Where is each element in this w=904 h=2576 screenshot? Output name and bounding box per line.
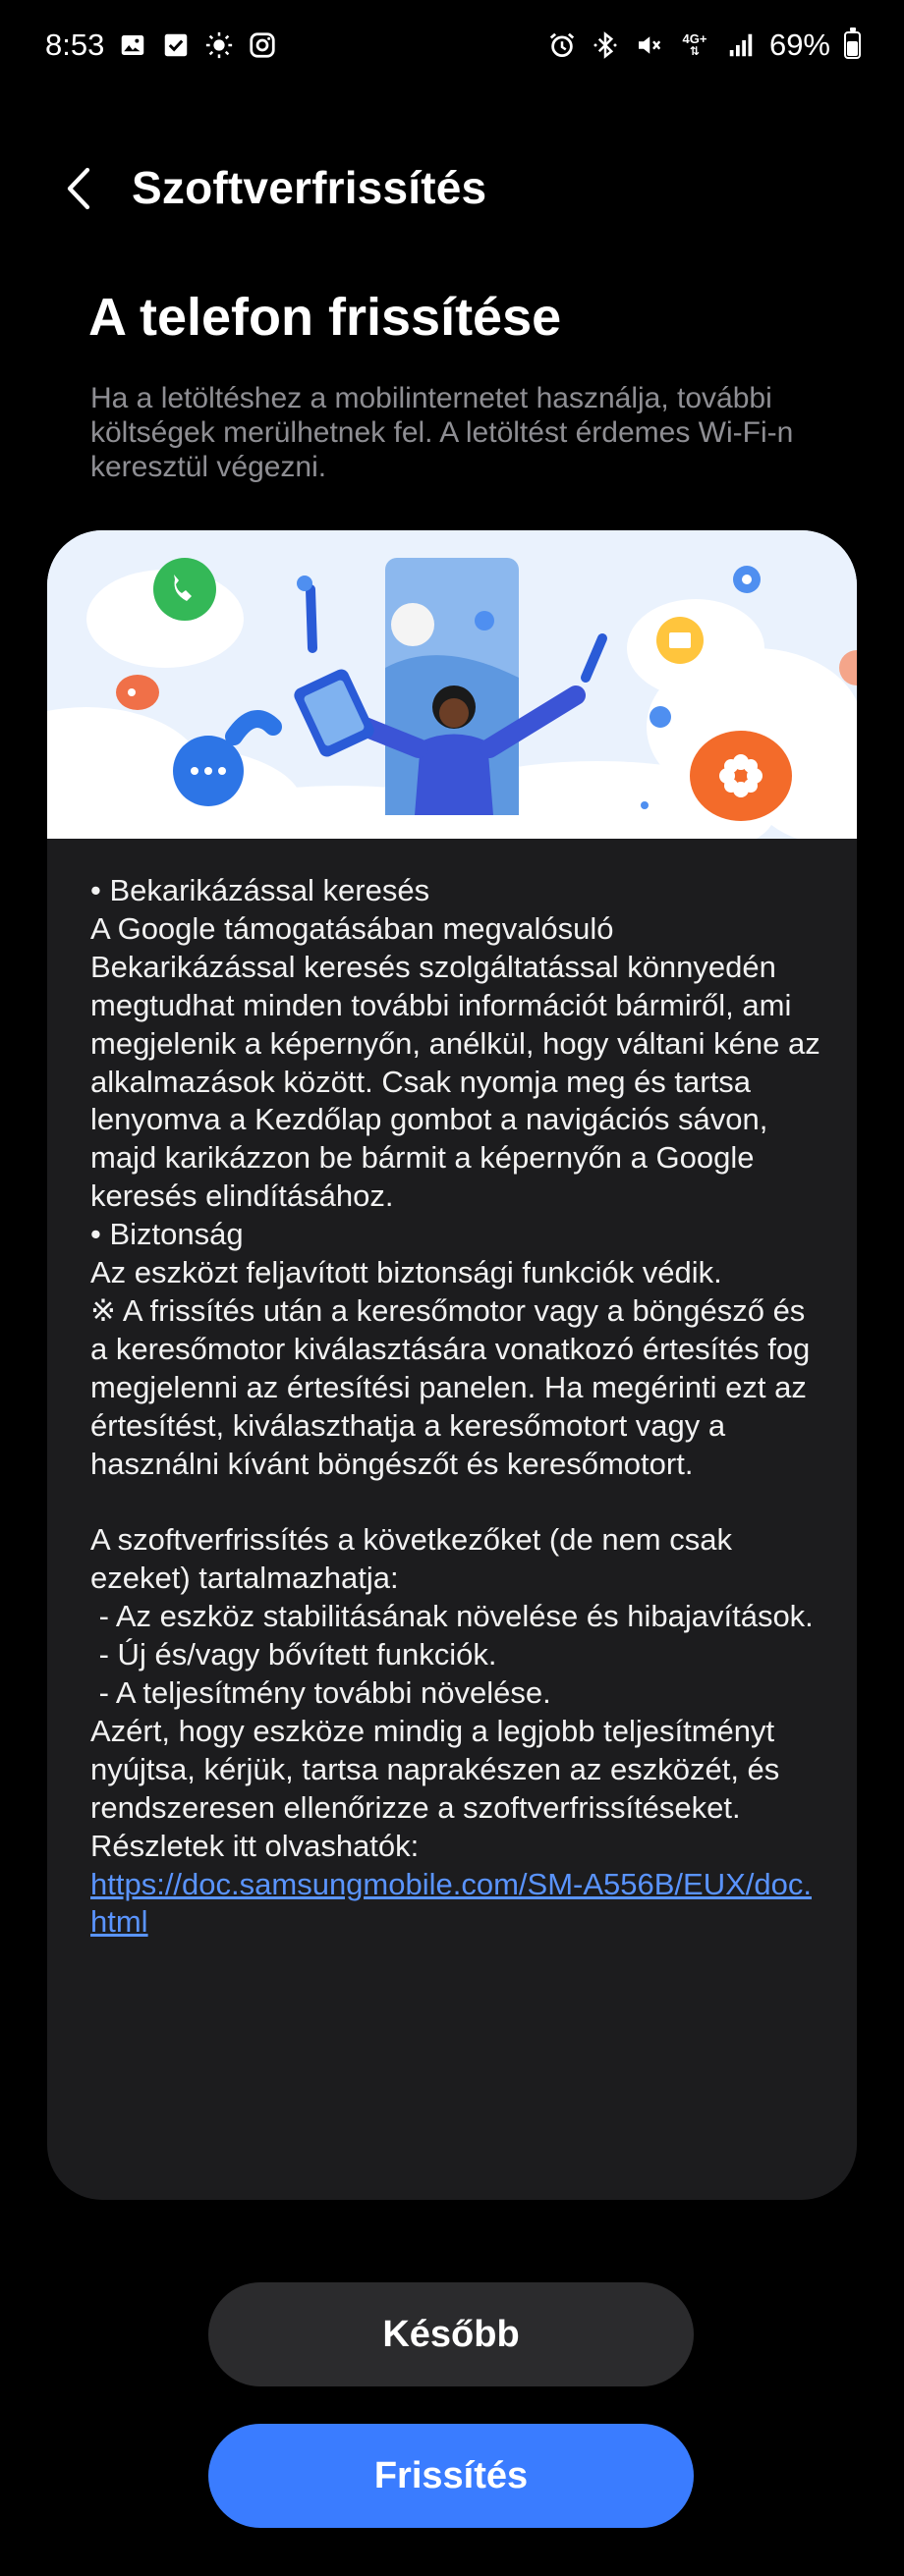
- back-arrow-icon: [62, 164, 95, 213]
- header-title: Szoftverfrissítés: [132, 162, 487, 213]
- instagram-icon: [248, 30, 277, 60]
- status-time: 8:53: [45, 27, 105, 62]
- signal-icon: [726, 30, 756, 60]
- battery-icon: [844, 31, 861, 59]
- release-notes-card: [47, 530, 857, 2200]
- details-label: Részletek itt olvashatók:: [90, 1828, 420, 1863]
- release-notes-body: • Bekarikázással keresés A Google támogatásában megvalósuló Bekarikázással keresés szolgáltatással könnyedén megtudhat minden további információt bármiről, ami megjelenik a képernyőn, anélkül, hogy váltani kéne az alkalmazások között. Csak nyomja meg és tartsa lenyomva a Kezdőlap gombot a navigációs sávon, majd karikázzon be bármit a képernyőn a Google keresés elindításához. • Biztonság Az eszközt feljavított biztonsági funkciók védik. ※ A frissítés után a keresőmotor vagy a böngésző és a keresőmotor kiválasztására vonatkozó értesítés fog megjelenni az értesítési panelen. Ha megérinti ezt az értesítést, kiválaszthatja a keresőmotort vagy a használni kívánt böngészőt és keresőmotort. A szoftverfrissítés a következőket (de nem csak ezeket) tartalmazhatja: - Az eszköz stabilitásának növelése és hibajavítások. - Új és/vagy bővített funkciók. - A teljesítmény további növelése. Azért, hogy eszköze mindig a legjobb teljesítményt nyújtsa, kérjük, tartsa naprakészen az eszközét, és rendszeresen ellenőrizze a szoftverfrissítéseket.: [90, 873, 820, 1825]
- update-button[interactable]: Frissítés: [208, 2424, 694, 2528]
- status-bar-right: [547, 27, 861, 63]
- page-subtitle: Ha a letöltéshez a mobilinternetet használja, további költségek merülhetnek fel. A letöltést érdemes Wi-Fi-n keresztül végezni.: [90, 382, 794, 483]
- mute-icon: [634, 30, 663, 60]
- data-arrows-icon: ⇅: [689, 44, 700, 58]
- later-button[interactable]: Később: [208, 2282, 694, 2386]
- check-icon: [161, 30, 191, 60]
- update-illustration: [47, 530, 857, 839]
- battery-percent: 69%: [768, 27, 830, 62]
- network-label: 4G+: [682, 31, 707, 46]
- status-bar-left: [45, 27, 277, 63]
- page-title: A telefon frissítése: [88, 288, 562, 347]
- weather-icon: [204, 30, 234, 60]
- network-4g-icon: [677, 30, 712, 60]
- details-link[interactable]: https://doc.samsungmobile.com/SM-A556B/EUX/doc.html: [90, 1866, 812, 1940]
- illustration-graphic: [47, 530, 857, 839]
- alarm-icon: [547, 30, 577, 60]
- status-bar: [0, 0, 904, 90]
- back-button[interactable]: [49, 157, 108, 220]
- release-notes: [90, 872, 821, 1942]
- bluetooth-icon: [591, 30, 620, 60]
- gallery-icon: [118, 30, 147, 60]
- app-header: [0, 147, 904, 230]
